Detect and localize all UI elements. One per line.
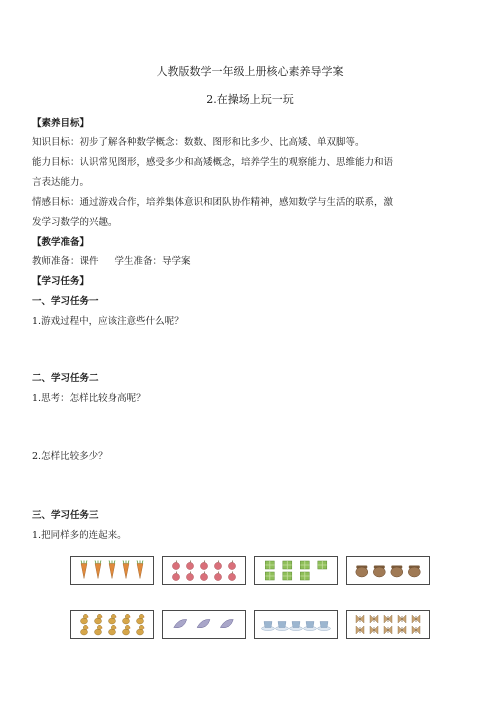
jar-icon [373,566,385,578]
eggplant-icon [197,619,210,627]
duck-icon [137,614,146,624]
apple-icon [228,561,235,570]
jar-group [347,557,429,584]
apple-icon [214,561,221,570]
butterfly-icon [412,615,420,623]
duck-group [71,611,153,638]
duck-icon [81,614,90,624]
tasks-heading: 【学习任务】 [32,276,90,287]
butterfly-icon [356,615,364,623]
gift-box-icon [300,572,309,580]
gift-box-icon [318,561,327,569]
duck-icon [109,614,118,624]
gift-box-icon [283,561,292,569]
gift-box-icon [265,572,274,580]
duck-icon [123,614,132,624]
teacup-icon [290,622,303,631]
lesson-title: 2.在操场上玩一玩 [206,93,294,106]
eggplant-icon [174,619,187,627]
apple-icon [172,561,179,570]
apple-icon [214,572,221,581]
card-jars [346,556,430,585]
butterfly-icon [384,626,392,634]
knowledge-goal: 知识目标：初步了解各种数学概念：数数、图形和比多少、比高矮、单双脚等。 [32,137,365,148]
butterfly-icon [398,615,406,623]
gift-box-icon [265,561,274,569]
gift-box-icon [300,561,309,569]
butterfly-icon [412,626,420,634]
teacup-icon [304,622,317,631]
apple-icon [186,561,193,570]
emotion-goal-line2: 发学习数学的兴趣。 [32,217,118,228]
gift-box-group [255,557,337,584]
duck-icon [123,625,132,635]
eggplant-group [163,611,245,638]
carrot-icon [109,561,115,579]
task2-question1: 1.思考：怎样比较身高呢？ [32,393,146,404]
butterfly-icon [356,626,364,634]
jar-icon [408,566,420,578]
apple-icon [172,572,179,581]
carrot-icon [81,561,87,579]
page-title: 人教版数学一年级上册核心素养导学案 [156,65,344,78]
apple-icon [186,572,193,581]
card-apples [162,556,246,585]
teacup-icon [318,622,331,631]
prep-heading: 【教学准备】 [32,237,90,248]
carrot-icon [137,561,143,579]
teacup-group [255,611,337,638]
carrot-group [71,557,153,584]
task2-title: 二、学习任务二 [32,373,99,384]
eggplant-icon [220,619,233,627]
teacher-prep: 教师准备：课件 [32,256,99,267]
butterfly-icon [384,615,392,623]
butterfly-icon [370,626,378,634]
jar-icon [356,566,368,578]
apple-icon [200,572,207,581]
card-teacups [254,610,338,639]
apple-group [163,557,245,584]
duck-icon [95,614,104,624]
goals-heading: 【素养目标】 [32,118,90,129]
task1-title: 一、学习任务一 [32,296,99,307]
task1-question1: 1.游戏过程中，应该注意些什么呢？ [32,316,184,327]
task2-question2: 2.怎样比较多少？ [32,451,108,462]
butterfly-icon [398,626,406,634]
duck-icon [81,625,90,635]
task3-title: 三、学习任务三 [32,510,99,521]
matching-cards [70,556,430,642]
carrot-icon [95,561,101,579]
butterfly-icon [370,615,378,623]
card-butterflies [346,610,430,639]
teacup-icon [276,622,289,631]
apple-icon [200,561,207,570]
student-prep: 学生准备：导学案 [114,256,191,267]
ability-goal-line2: 言表达能力。 [32,177,90,188]
card-ducks [70,610,154,639]
card-gift-boxes [254,556,338,585]
ability-goal-line1: 能力目标：认识常见图形，感受多少和高矮概念，培养学生的观察能力、思维能力和语 [32,157,394,168]
jar-icon [391,566,403,578]
teacup-icon [262,622,275,631]
gift-box-icon [283,572,292,580]
butterfly-group [347,611,429,638]
apple-icon [228,572,235,581]
card-carrots [70,556,154,585]
task3-question1: 1.把同样多的连起来。 [32,530,127,541]
prep-line [32,256,191,268]
emotion-goal-line1: 情感目标：通过游戏合作，培养集体意识和团队协作精神，感知数学与生活的联系，激 [32,197,394,208]
duck-icon [95,625,104,635]
carrot-icon [123,561,129,579]
duck-icon [137,625,146,635]
card-eggplants [162,610,246,639]
duck-icon [109,625,118,635]
